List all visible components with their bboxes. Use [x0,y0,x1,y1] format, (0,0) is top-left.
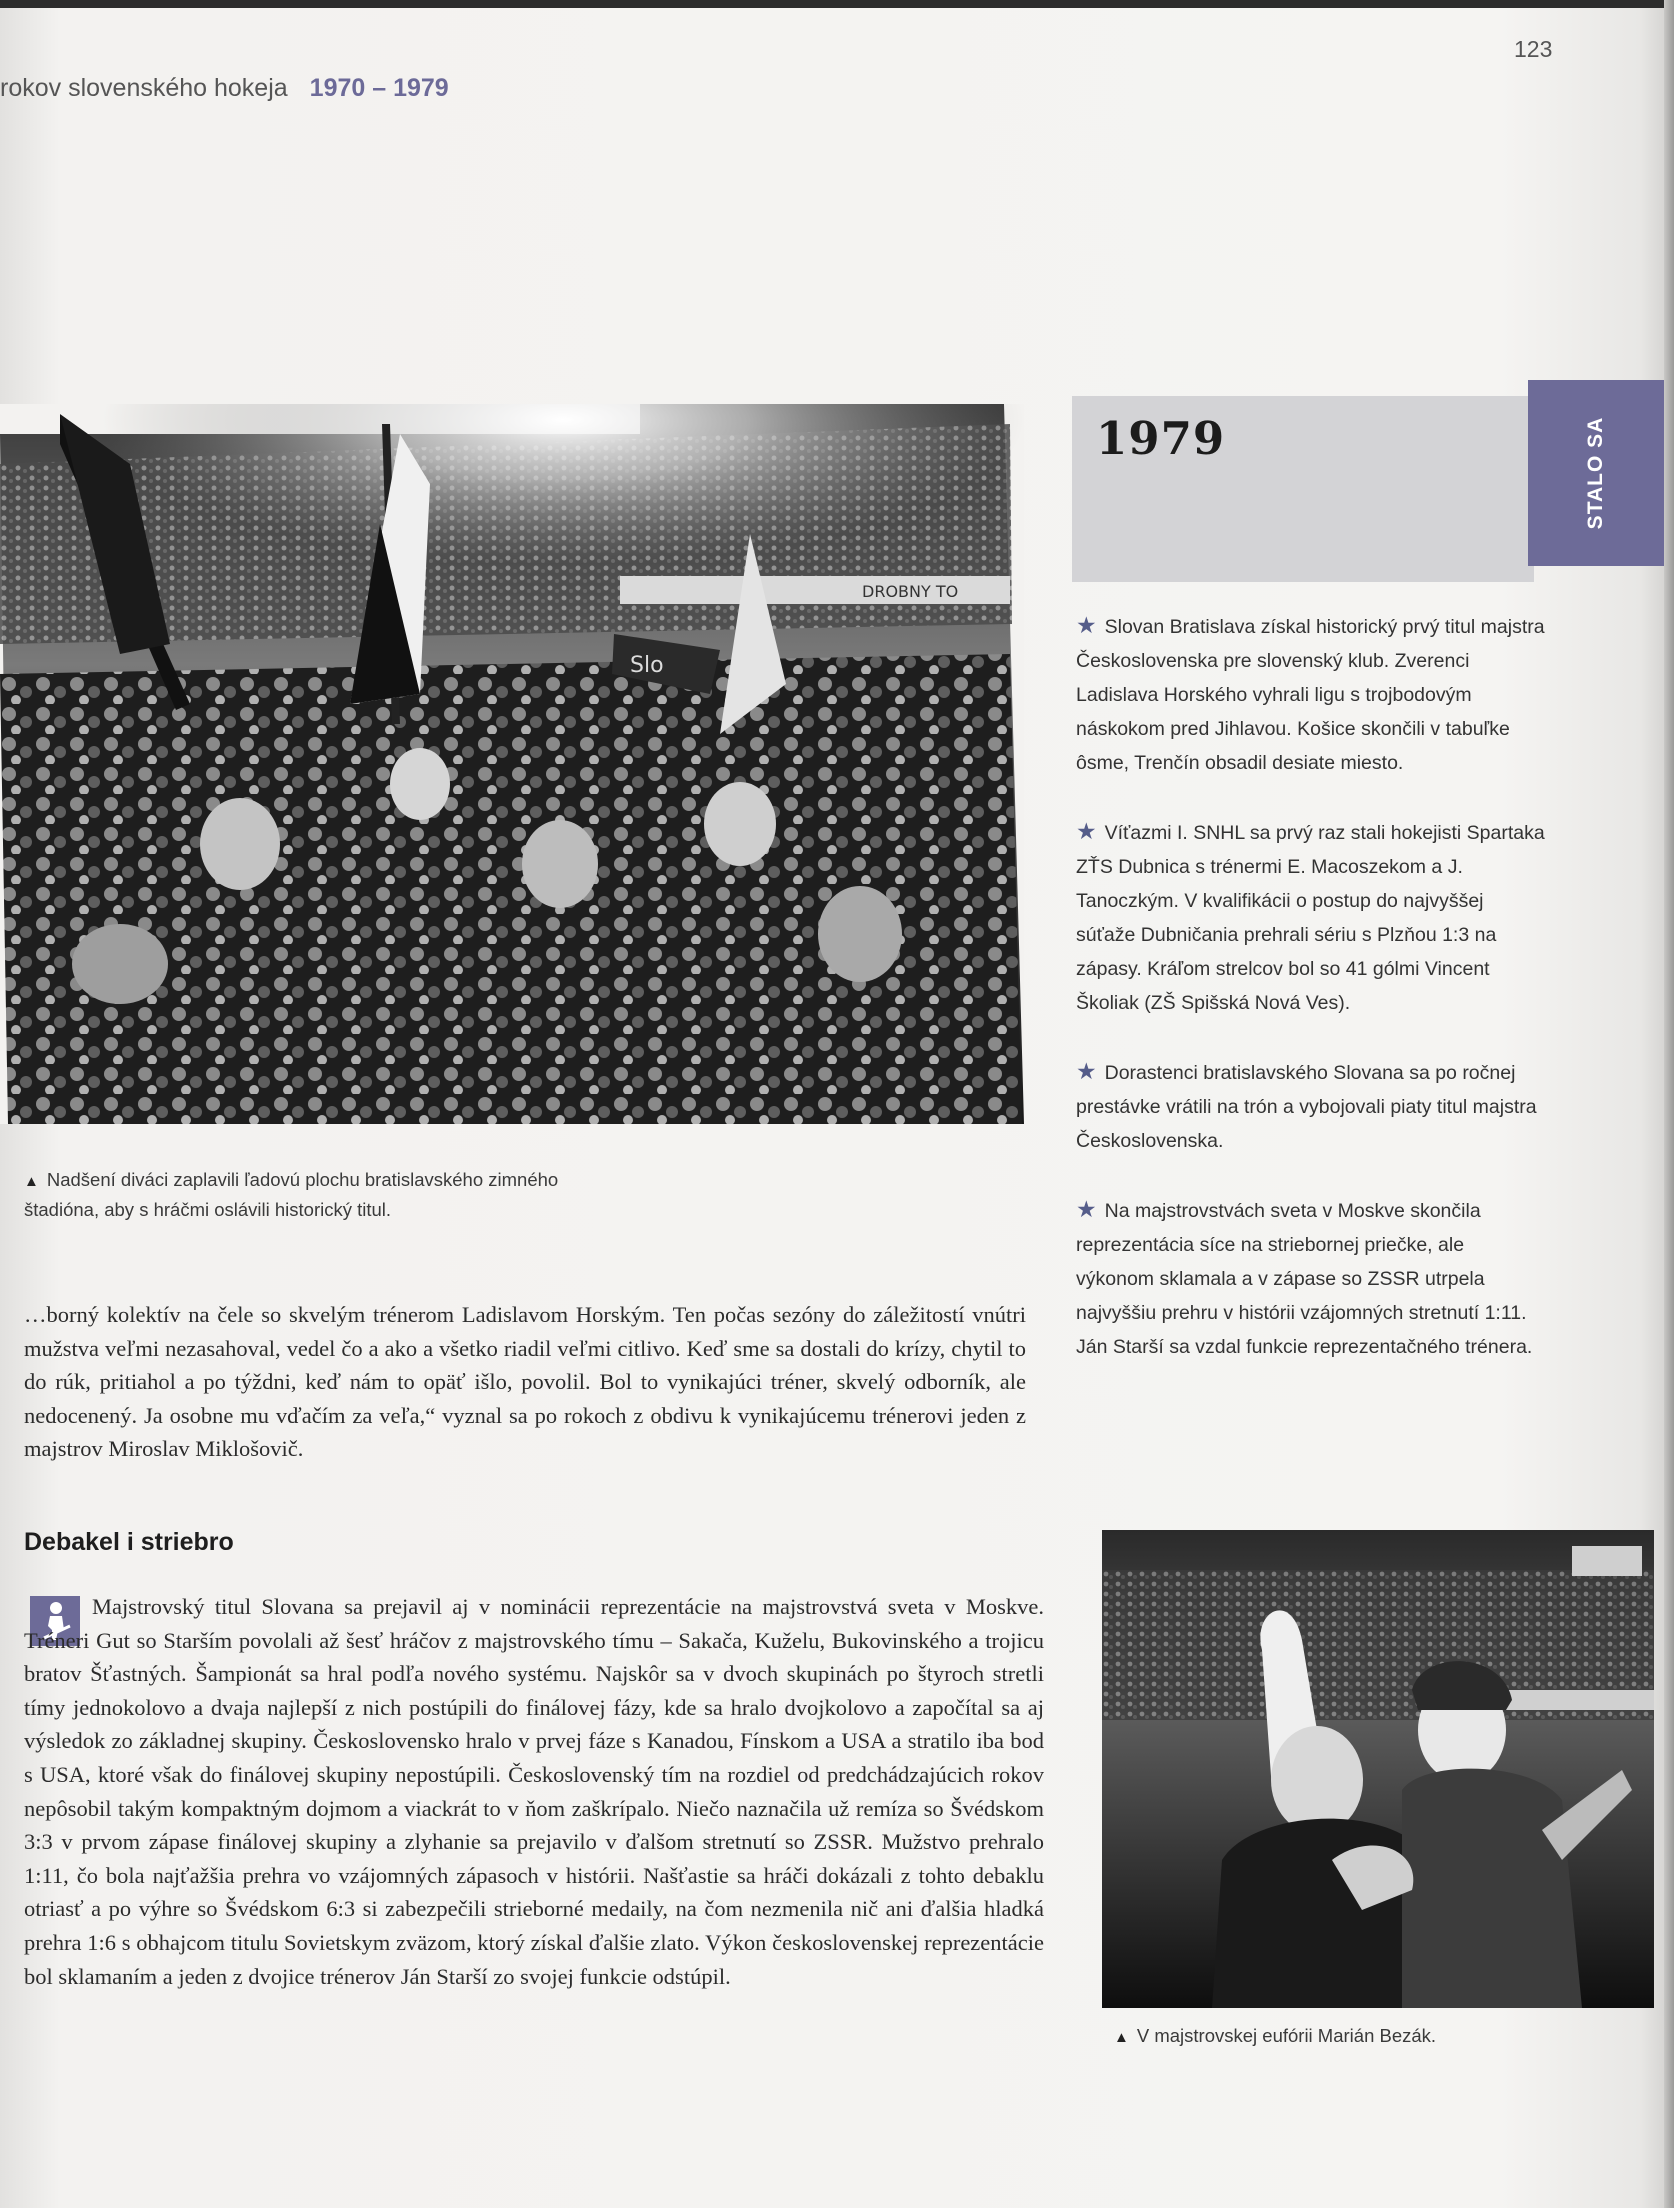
star-icon: ★ [1076,1058,1097,1084]
star-icon: ★ [1076,818,1097,844]
caption-triangle-icon: ▲ [24,1173,39,1190]
sidebar-facts [1076,608,1546,1398]
fact-text: Slovan Bratislava získal historický prvý titul majstra Československa pre slovenský klub. Zverenci Ladislava Horského vyhrali ligu s trojbodovým náskokom pred Jihlavou. Košice skončili v tabuľke ôsme, Trenčín obsadil desiate miesto. [1076,616,1545,774]
fact-text: Na majstrovstvách sveta v Moskve skončila reprezentácia síce na striebornej priečke, ale výkonom sklamala a v zápase so ZSSR utrpela najvyššiu prehru v histórii vzájomných stretnutí 1:11. Ján Starší sa vzdal funkcie reprezentačného trénera. [1076,1200,1533,1358]
fact-item [1076,1054,1546,1158]
running-years: 1970 – 1979 [309,74,449,102]
sidebar-tab-label: STALO SA [1584,416,1607,530]
section-heading: Debakel i striebro [24,1528,234,1556]
fact-text: Víťazmi I. SNHL sa prvý raz stali hokejisti Spartaka ZŤS Dubnica s trénermi E. Macoszekom a J. Tanoczkým. V kvalifikácii o postup do najvyššej súťaže Dubničania prehrali sériu s Plzňou 1:3 na zápasy. Kráľom strelcov bol so 41 gólmi Vincent Školiak (ZŠ Spišská Nová Ves). [1076,822,1545,1014]
sidebar-year: 1979 [1096,412,1226,465]
fact-item [1076,1192,1546,1364]
section-body [24,1590,1044,1993]
section-body-text: Majstrovský titul Slovana sa prejavil aj v nominácii reprezentácie na majstrovstvá sveta v Moskve. Tréneri Gut so Starším povolali až šesť hráčov z majstrovského tímu – Sakača, Kuželu, Bukovinského a trojicu bratov Šťastných. Šampionát sa hral podľa nového systému. Najskôr sa v dvoch skupinách po štyroch stretli tímy jednokolovo a dvaja najlepší z nich postúpili do finálovej fázy, kde sa hralo dvojkolovo a započítal sa aj výsledok zo základnej skupiny. Československo hralo v prvej fáze s Kanadou, Fínskom a USA a stratilo iba bod s USA, ktoré však do finálovej skupiny nepostúpili. Československý tím na rozdiel od predchádzajúcich rokov nepôsobil takým kompaktným dojmom a viackrát to v ňom zaškrípalo. Niečo naznačila už remíza so Švédskom 3:3 v prvom zápase finálovej skupiny a zlyhanie sa prejavilo v ďalšom stretnutí so ZSSR. Mužstvo prehralo 1:11, čo bola najťažšia prehra vo vzájomných zápasoch v histórii. Našťastie sa hráči dokázali z tohto debaklu otriasť a po výhre so Švédskom 6:3 si zabezpečili strieborné medaily, na čom nezmenila nič ani ďalšia hladká prehra 1:6 s obhajcom titulu Sovietskym zväzom, ktorý získal ďalšie zlato. Výkon československej reprezentácie bol sklamaním a jeden z dvojice trénerov Ján Starší zo svojej funkcie odstúpil. [24,1594,1044,1989]
page-right-edge [1664,0,1674,2208]
quote-paragraph [24,1298,1026,1466]
bezak-photo-illustration [1102,1530,1654,2008]
bezak-photo [1102,1530,1654,2008]
quote-paragraph-text: …borný kolektív na čele so skvelým trénerom Ladislavom Horským. Ten počas sezóny do záležitostí vnútri mužstva veľmi nezasahoval, vedel čo a ako a všetko riadil veľmi citlivo. Keď sme sa dostali do krízy, chytil to do rúk, pritiahol a po týždni, keď nám to opäť išlo, povolil. Bol to vynikajúci tréner, skvelý odborník, ale nedocenený. Ja osobne mu vďačím za veľa,“ vyznal sa po rokoch z obdivu k vynikajúcemu trénerovi jeden z majstrov Miroslav Miklošovič. [24,1302,1026,1462]
crowd-photo-caption-text: Nadšení diváci zaplavili ľadovú plochu bratislavského zimného štadióna, aby s hráčmi oslávili historický titul. [24,1169,559,1220]
fact-item [1076,814,1546,1020]
page-number: 123 [1514,36,1553,62]
star-icon: ★ [1076,1196,1097,1222]
crowd-photo-illustration [0,404,1024,1124]
crowd-flag-text: Slo [630,653,664,678]
running-title: rokov slovenského hokeja [0,74,288,102]
crowd-photo [0,404,1024,1124]
crowd-photo-caption [24,1166,584,1224]
bezak-photo-caption-text: V majstrovskej eufórii Marián Bezák. [1136,2025,1437,2046]
fact-item [1076,608,1546,780]
fact-text: Dorastenci bratislavského Slovana sa po ročnej prestávke vrátili na trón a vybojovali piaty titul majstra Československa. [1076,1062,1537,1152]
rink-banner-text: DROBNY TO [862,582,959,601]
star-icon: ★ [1076,612,1097,638]
caption-triangle-icon: ▲ [1114,2029,1129,2046]
running-head [0,74,449,103]
bezak-photo-caption [1114,2022,1654,2052]
page-top-edge [0,0,1674,8]
